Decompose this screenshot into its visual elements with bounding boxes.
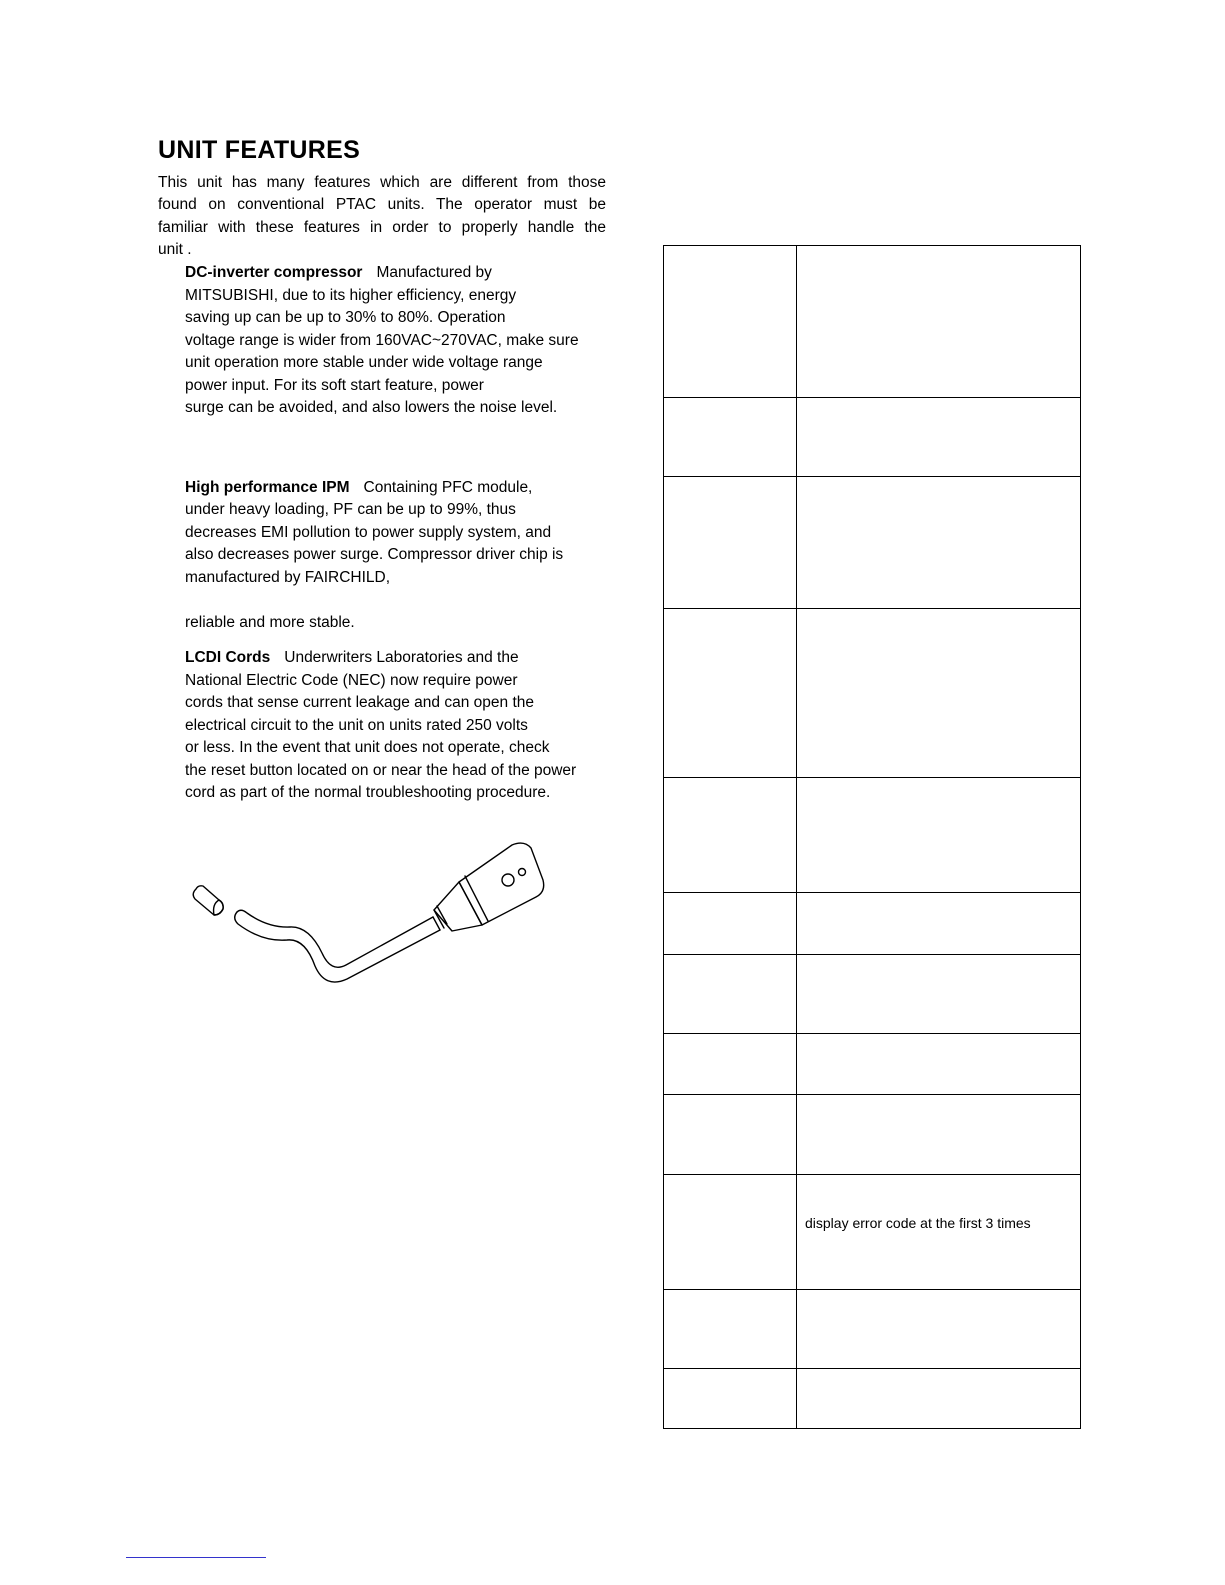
feature-text: voltage range is wider from 160VAC~270VAC, make sure — [185, 332, 579, 349]
table-row-divider — [663, 892, 1081, 893]
intro-line: familiar with these features in order to properly handle the — [158, 219, 606, 236]
table-row-divider — [663, 476, 1081, 477]
feature-text: electrical circuit to the unit on units rated 250 volts — [185, 717, 528, 734]
feature-text: manufactured by FAIRCHILD, — [185, 569, 391, 586]
feature-title: DC-inverter compressor — [185, 264, 363, 281]
feature-text: decreases EMI pollution to power supply system, and — [185, 524, 552, 541]
feature-text: saving up can be up to 30% to 80%. Operation — [185, 309, 506, 326]
intro-line: This unit has many features which are different from those — [158, 174, 606, 191]
feature-text: power input. For its soft start feature, power — [185, 377, 484, 394]
feature-title: LCDI Cords — [185, 649, 271, 666]
feature-title: High performance IPM — [185, 479, 350, 496]
feature-text: cords that sense current leakage and can open the — [185, 694, 534, 711]
page-title: UNIT FEATURES — [158, 136, 361, 164]
table-row-divider — [663, 1289, 1081, 1290]
intro-line: found on conventional PTAC units. The operator must be — [158, 196, 606, 213]
feature-text: unit operation more stable under wide voltage range — [185, 354, 543, 371]
feature-text: MITSUBISHI, due to its higher efficiency, energy — [185, 287, 517, 304]
table-row-divider — [663, 1094, 1081, 1095]
feature-text: cord as part of the normal troubleshooting procedure. — [185, 784, 551, 801]
feature-table — [663, 245, 1081, 1429]
table-row-divider — [663, 1174, 1081, 1175]
feature-text: reliable and more stable. — [185, 614, 355, 631]
lcdi-cord-illustration — [185, 835, 555, 995]
feature-text: Underwriters Laboratories and the — [284, 649, 519, 666]
feature-text: or less. In the event that unit does not operate, check — [185, 739, 550, 756]
table-row-divider — [663, 397, 1081, 398]
feature-text: the reset button located on or near the head of the power — [185, 762, 577, 779]
table-row-divider — [663, 608, 1081, 609]
feature-text: Manufactured by — [376, 264, 492, 281]
intro-line: unit . — [158, 241, 192, 258]
table-column-divider — [796, 245, 797, 1429]
table-row-divider — [663, 954, 1081, 955]
table-row-divider — [663, 1033, 1081, 1034]
footer-link-underline[interactable] — [126, 1557, 266, 1558]
feature-text: National Electric Code (NEC) now require power — [185, 672, 518, 689]
feature-text: surge can be avoided, and also lowers the noise level. — [185, 399, 558, 416]
feature-text: under heavy loading, PF can be up to 99%, thus — [185, 501, 516, 518]
table-row-divider — [663, 777, 1081, 778]
table-row-divider — [663, 1368, 1081, 1369]
feature-text: Containing PFC module, — [363, 479, 533, 496]
feature-text: also decreases power surge. Compressor driver chip is — [185, 546, 564, 563]
table-cell-text: display error code at the first 3 times — [805, 1215, 1031, 1231]
